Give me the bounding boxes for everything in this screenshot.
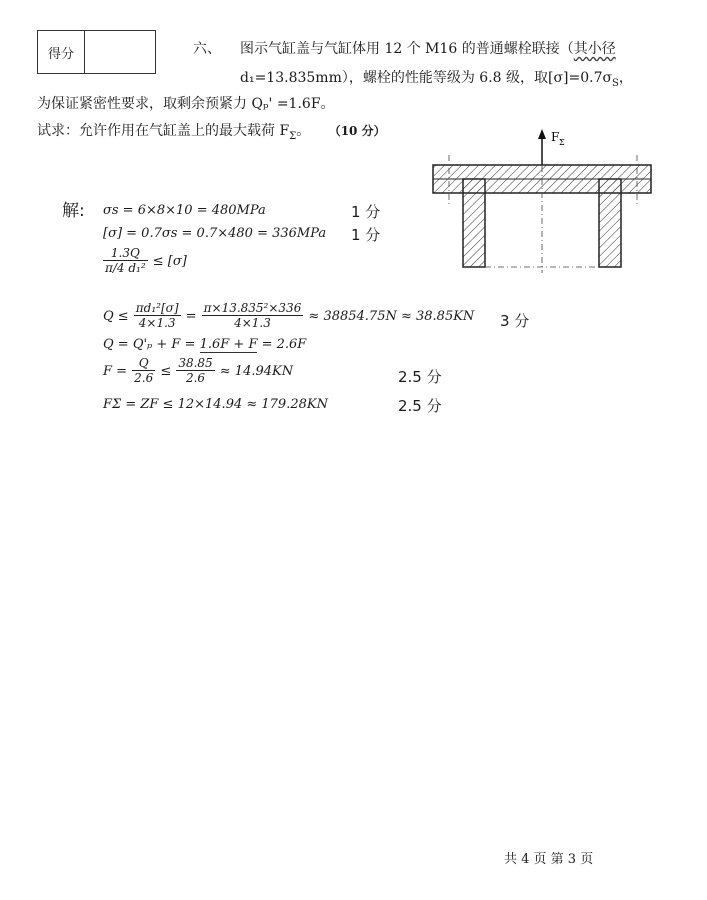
force-label-sub: Σ xyxy=(559,138,565,147)
eq-6-f1-numerator: Q xyxy=(132,356,155,371)
question-line-4-text: 试求：允许作用在气缸盖上的最大载荷 F xyxy=(37,123,290,139)
eq-4-rhs: ≈ 38854.75N ≈ 38.85KN xyxy=(308,309,475,324)
eq-4-f1-denominator: 4×1.3 xyxy=(138,316,176,330)
eq-3-denominator: π/4 d₁² xyxy=(105,261,146,275)
cylinder-wall-right xyxy=(599,179,621,267)
question-line-1-text: 图示气缸盖与气缸体用 12 个 M16 的普通螺栓联接（ xyxy=(240,41,574,57)
eq-4-lhs: Q ≤ xyxy=(103,309,129,324)
eq-4-fraction-2 xyxy=(202,301,304,330)
eq-6-f2-denominator: 2.6 xyxy=(185,371,206,385)
eq-4-equals: = xyxy=(185,309,197,324)
solution-eq-6-mark: 2.5 分 xyxy=(398,368,442,386)
question-line-1-underlined: 其小径 xyxy=(573,41,616,57)
eq-5-post: = 2.6F xyxy=(261,337,307,352)
solution-eq-1-mark: 1 分 xyxy=(351,203,381,221)
solution-eq-1: σs = 6×8×10 = 480MPa xyxy=(103,203,266,218)
eq-4-f2-denominator: 4×1.3 xyxy=(234,316,271,330)
eq-6-le: ≤ xyxy=(160,364,172,379)
question-line-2 xyxy=(240,67,633,89)
question-line-2-text: d₁=13.835mm），螺栓的性能等级为 6.8 级，取[σ]=0.7σ xyxy=(240,70,613,86)
score-label: 得分 xyxy=(38,31,85,73)
solution-eq-4 xyxy=(103,301,474,330)
question-line-1 xyxy=(240,38,616,58)
question-line-4-sub: Σ xyxy=(289,130,297,142)
eq-6-f1-denominator: 2.6 xyxy=(134,371,154,385)
eq-6-fraction-2 xyxy=(176,356,214,385)
eq-6-fraction-1 xyxy=(132,356,155,385)
eq-3-rhs: ≤ [σ] xyxy=(152,254,187,269)
eq-4-fraction-1 xyxy=(134,301,181,330)
solution-eq-5 xyxy=(103,337,306,352)
question-points: （10 分） xyxy=(328,124,386,138)
eq-4-f1-numerator: πd₁²[σ] xyxy=(135,301,179,315)
question-line-2-end: ， xyxy=(618,70,633,86)
solution-eq-7-mark: 2.5 分 xyxy=(398,397,442,415)
eq-6-rhs: ≈ 14.94KN xyxy=(219,364,294,379)
eq-5-underlined: 1.6F + F xyxy=(199,337,258,352)
eq-4-f2-numerator: π×13.835²×336 xyxy=(203,301,302,315)
solution-eq-2: [σ] = 0.7σs = 0.7×480 = 336MPa xyxy=(103,226,327,241)
solution-eq-6 xyxy=(103,356,293,385)
score-box xyxy=(37,30,156,74)
question-number: 六、 xyxy=(193,41,221,57)
eq-5-pre: Q = Q'ₚ + F = xyxy=(103,337,196,352)
force-label: F xyxy=(551,130,560,144)
question-line-2-sub: S xyxy=(612,77,619,89)
cylinder-wall-left xyxy=(463,179,485,267)
eq-3-numerator: 1.3Q xyxy=(103,246,148,261)
cylinder-cover-figure xyxy=(425,125,665,275)
eq-6-lhs: F = xyxy=(103,364,128,379)
page-footer: 共 4 页 第 3 页 xyxy=(504,852,594,867)
question-line-4-end: 。 xyxy=(296,123,311,139)
eq-3-fraction xyxy=(103,246,148,275)
solution-label: 解: xyxy=(62,201,85,221)
eq-6-f2-numerator: 38.85 xyxy=(178,356,213,370)
force-arrowhead xyxy=(538,129,546,139)
question-line-4 xyxy=(37,120,386,142)
question-line-3: 为保证紧密性要求，取剩余预紧力 Qₚ' =1.6F。 xyxy=(37,96,335,112)
solution-eq-4-mark: 3 分 xyxy=(500,312,530,330)
solution-eq-7: FΣ = ZF ≤ 12×14.94 ≈ 179.28KN xyxy=(103,397,328,412)
solution-eq-2-mark: 1 分 xyxy=(351,226,381,244)
score-value-cell xyxy=(85,31,155,73)
solution-eq-3 xyxy=(103,246,187,275)
